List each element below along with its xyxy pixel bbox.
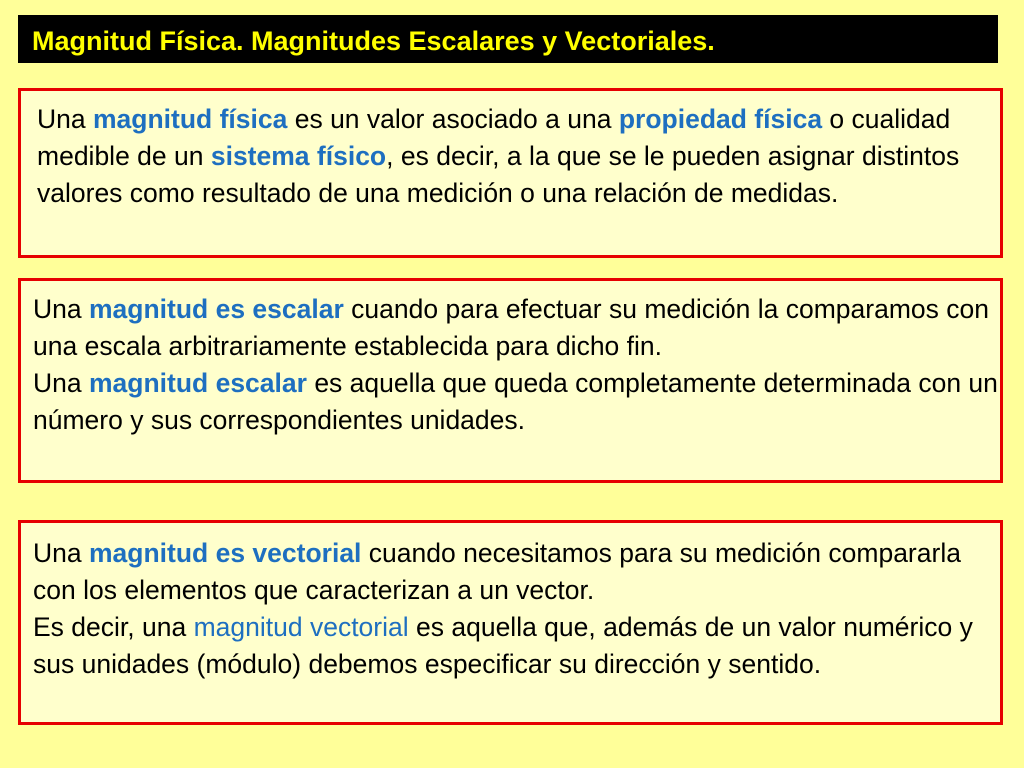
highlight-term: propiedad física xyxy=(618,104,823,134)
text-segment: Una xyxy=(33,294,89,324)
text-segment: Es decir, una xyxy=(33,612,194,642)
slide-title: Magnitud Física. Magnitudes Escalares y Vectoriales. xyxy=(32,26,715,56)
highlight-term: magnitud escalar xyxy=(88,368,307,398)
text-segment: Una xyxy=(33,538,89,568)
highlight-term: magnitud es escalar xyxy=(88,294,344,324)
definition-paragraph xyxy=(33,365,1000,439)
text-segment: es aquella que queda completamente determinada con un número y sus correspondientes unidades. xyxy=(33,368,998,435)
text-segment: Una xyxy=(33,368,89,398)
text-segment: Una xyxy=(37,104,93,134)
text-segment: es un valor asociado a una xyxy=(287,104,619,134)
highlight-term: magnitud física xyxy=(92,104,288,134)
text-segment: es aquella que, además de un valor numérico y sus unidades (módulo) debemos especificar su dirección y sentido. xyxy=(33,612,973,679)
definition-paragraph xyxy=(37,101,1000,212)
definition-box-magnitud-fisica xyxy=(18,88,1003,258)
highlight-term: magnitud vectorial xyxy=(193,612,409,642)
highlight-term: sistema físico xyxy=(210,141,387,171)
definition-box-escalar xyxy=(18,278,1003,483)
definition-paragraph xyxy=(33,609,1000,683)
definition-paragraph xyxy=(33,291,1000,365)
text-segment: cuando necesitamos para su medición compararla con los elementos que caracterizan a un vector. xyxy=(33,538,961,605)
title-bar xyxy=(18,15,998,63)
definition-box-vectorial xyxy=(18,520,1003,725)
definition-paragraph xyxy=(33,535,1000,609)
highlight-term: magnitud es vectorial xyxy=(88,538,362,568)
text-segment: cuando para efectuar su medición la comparamos con una escala arbitrariamente establecida para dicho fin. xyxy=(33,294,989,361)
text-segment: , es decir, a la que se le pueden asignar distintos valores como resultado de una medición o una relación de medidas. xyxy=(37,141,960,208)
text-segment: o cualidad medible de un xyxy=(37,104,951,171)
